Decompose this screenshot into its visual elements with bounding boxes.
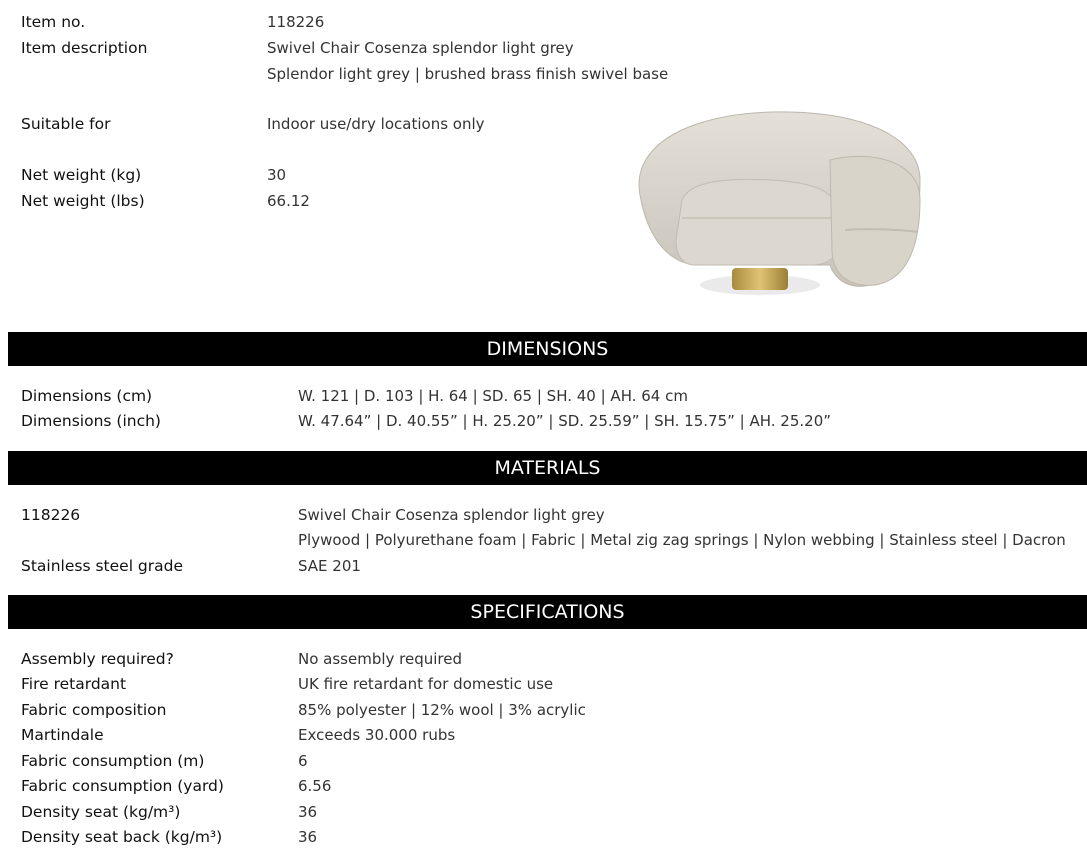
dimensions-cm-value: W. 121 | D. 103 | H. 64 | SD. 65 | SH. 40 | AH. 64 cm (298, 387, 688, 405)
suitable-for-label: Suitable for (21, 115, 111, 133)
fabric-composition-label: Fabric composition (21, 701, 167, 719)
stainless-steel-grade-value: SAE 201 (298, 557, 361, 575)
density-seat-back-value: 36 (298, 828, 318, 846)
fabric-consumption-yard-label: Fabric consumption (yard) (21, 777, 224, 795)
materials-item-value: Swivel Chair Cosenza splendor light grey (298, 506, 605, 524)
section-header-specifications: SPECIFICATIONS (8, 595, 1087, 629)
assembly-required-value: No assembly required (298, 650, 463, 668)
net-weight-lbs-value: 66.12 (267, 192, 310, 210)
item-description-value: Swivel Chair Cosenza splendor light grey (267, 39, 574, 57)
martindale-label: Martindale (21, 726, 104, 744)
dimensions-inch-label: Dimensions (inch) (21, 412, 161, 430)
section-header-dimensions: DIMENSIONS (8, 332, 1087, 366)
dimensions-cm-label: Dimensions (cm) (21, 387, 153, 405)
fabric-composition-value: 85% polyester | 12% wool | 3% acrylic (298, 701, 586, 719)
fabric-consumption-m-label: Fabric consumption (m) (21, 752, 205, 770)
density-seat-back-label: Density seat back (kg/m³) (21, 828, 223, 846)
suitable-for-value: Indoor use/dry locations only (267, 115, 485, 133)
net-weight-kg-value: 30 (267, 166, 287, 184)
fabric-consumption-yard-value: 6.56 (298, 777, 332, 795)
density-seat-value: 36 (298, 803, 318, 821)
item-no-label: Item no. (21, 13, 86, 31)
materials-list-value: Plywood | Polyurethane foam | Fabric | Metal zig zag springs | Nylon webbing | Stainless steel | Dacron (298, 531, 1066, 549)
product-image (620, 100, 940, 305)
assembly-required-label: Assembly required? (21, 650, 174, 668)
martindale-value: Exceeds 30.000 rubs (298, 726, 456, 744)
item-description-value-2: Splendor light grey | brushed brass finish swivel base (267, 65, 669, 83)
fire-retardant-value: UK fire retardant for domestic use (298, 675, 554, 693)
materials-item-label: 118226 (21, 506, 81, 524)
fabric-consumption-m-value: 6 (298, 752, 308, 770)
net-weight-lbs-label: Net weight (lbs) (21, 192, 145, 210)
density-seat-label: Density seat (kg/m³) (21, 803, 181, 821)
stainless-steel-grade-label: Stainless steel grade (21, 557, 184, 575)
item-no-value: 118226 (267, 13, 325, 31)
fire-retardant-label: Fire retardant (21, 675, 127, 693)
item-description-label: Item description (21, 39, 148, 57)
net-weight-kg-label: Net weight (kg) (21, 166, 142, 184)
dimensions-inch-value: W. 47.64” | D. 40.55” | H. 25.20” | SD. 25.59” | SH. 15.75” | AH. 25.20” (298, 412, 832, 430)
section-header-materials: MATERIALS (8, 451, 1087, 485)
